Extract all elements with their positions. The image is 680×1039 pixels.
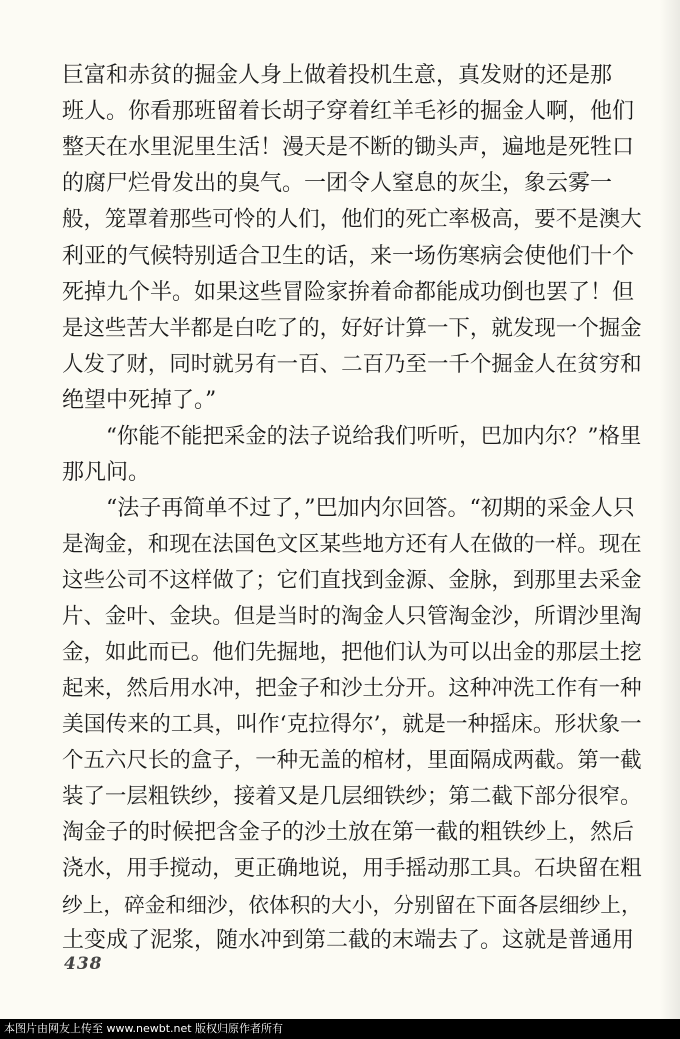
- text-line: 浇水，用手搅动，更正确地说，用手摇动那工具。石块留在粗: [62, 856, 642, 881]
- text-line: 那凡问。: [62, 460, 151, 485]
- text-line: 个五六尺长的盒子，一种无盖的棺材，里面隔成两截。第一截: [62, 748, 642, 773]
- text-line: 美国传来的工具，叫作‘克拉得尔’，就是一种摇床。形状象一: [62, 712, 642, 737]
- text-line: 利亚的气候特别适合卫生的话，来一场伤寒病会使他们十个: [62, 244, 635, 269]
- text-line: 装了一层粗铁纱，接着又是几层细铁纱；第二截下部分很窄。: [62, 784, 642, 809]
- text-line: “法子再简单不过了，”巴加内尔回答。“初期的采金人只: [106, 496, 635, 521]
- text-line: 班人。你看那班留着长胡子穿着红羊毛衫的掘金人啊，他们: [62, 99, 635, 124]
- text-line: 是淘金，和现在法国色文区某些地方还有人在做的一样。现在: [62, 532, 642, 557]
- text-line: 土变成了泥浆，随水冲到第二截的末端去了。这就是普通用: [62, 928, 635, 953]
- text-line: 整天在水里泥里生活！漫天是不断的锄头声，遍地是死牲口: [62, 135, 635, 160]
- text-line: 这些公司不这样做了；它们直找到金源、金脉，到那里去采金: [62, 568, 642, 593]
- scan-edge-shadow: [660, 0, 680, 1019]
- text-line: 人发了财，同时就另有一百、二百乃至一千个掘金人在贫穷和: [62, 352, 642, 377]
- text-line: 死掉九个半。如果这些冒险家拚着命都能成功倒也罢了！但: [62, 280, 635, 305]
- text-line: 是这些苦大半都是白吃了的，好好计算一下，就发现一个掘金: [62, 316, 642, 341]
- text-line: 般，笼罩着那些可怜的人们，他们的死亡率极高，要不是澳大: [62, 207, 642, 232]
- text-line: 片、金叶、金块。但是当时的淘金人只管淘金沙，所谓沙里淘: [62, 604, 642, 629]
- watermark-footer: 本图片由网友上传至 www.newbt.net 版权归原作者所有: [0, 1019, 680, 1039]
- text-line: 纱上，碎金和细沙，依体积的大小，分别留在下面各层细纱上，: [62, 893, 642, 917]
- text-line: 巨富和赤贫的掘金人身上做着投机生意，真发财的还是那: [62, 63, 613, 88]
- text-line: “你能不能把采金的法子说给我们听听，巴加内尔？”格里: [106, 424, 642, 449]
- page-number: 438: [64, 954, 103, 974]
- text-line: 的腐尸烂骨发出的臭气。一团令人窒息的灰尘，象云雾一: [62, 171, 613, 196]
- text-line: 起来，然后用水冲，把金子和沙土分开。这种冲洗工作有一种: [62, 676, 642, 701]
- text-line: 绝望中死掉了。”: [62, 388, 217, 413]
- text-line: 淘金子的时候把含金子的沙土放在第一截的粗铁纱上，然后: [62, 820, 635, 845]
- text-line: 金，如此而已。他们先掘地，把他们认为可以出金的那层土挖: [62, 640, 642, 665]
